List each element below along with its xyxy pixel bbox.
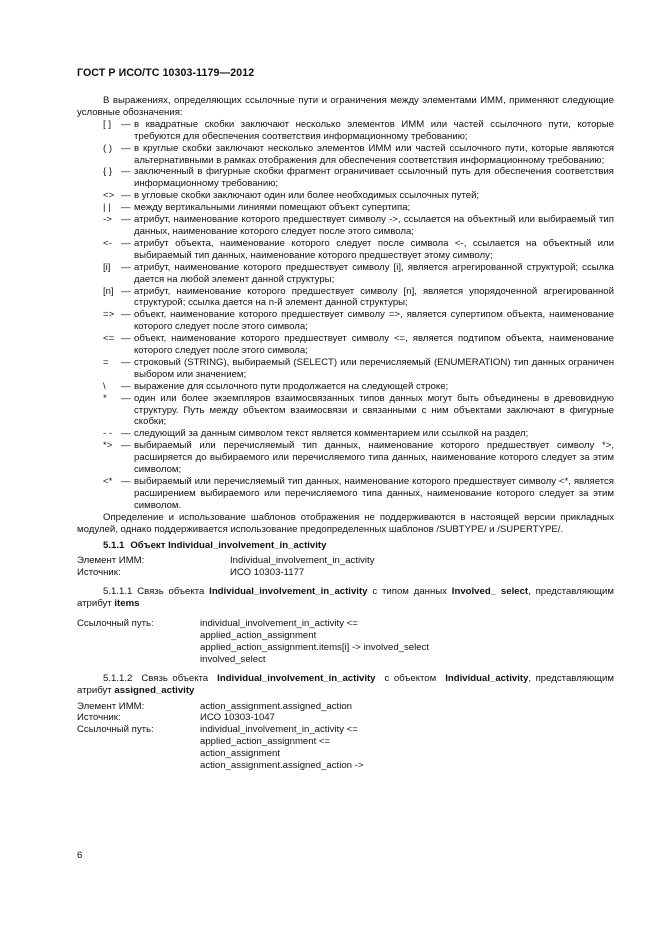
section-entity: Individual_involvement_in_activity xyxy=(168,539,327,551)
definition-symbol: [n] xyxy=(103,285,114,297)
dash-separator: — xyxy=(121,214,131,226)
dash-separator: — xyxy=(121,142,131,154)
path-line: individual_involvement_in_activity <= xyxy=(200,724,358,736)
dash-separator: — xyxy=(121,356,131,368)
dash-separator: — xyxy=(121,309,131,321)
subsection-1-heading xyxy=(77,586,614,610)
dash-separator: — xyxy=(121,333,131,345)
definition-text: строковый (STRING), выбираемый (SELECT) или перечисляемый (ENUMERATION) тип данных ограничен выбором или значением; xyxy=(134,356,614,380)
definition-item xyxy=(77,333,614,357)
path-line: individual_involvement_in_activity <= xyxy=(200,618,358,630)
definition-text: объект, наименование которого предшествует символу =>, является супертипом объекта, наименование которого следует после этого символа; xyxy=(134,309,614,333)
dash-separator: — xyxy=(121,118,131,130)
definition-symbol: = xyxy=(103,356,109,368)
templates-note: Определение и использование шаблонов отображения не поддерживаются в настоящей версии прикладных модулей, однако поддерживается использование предопределенных шаблонов /SUBTYPE/ и /SUPERTYPE/. xyxy=(77,511,614,535)
subsection-object: Individual_involvement_in_activity xyxy=(209,586,368,598)
subsection-text: с типом данных xyxy=(372,586,447,598)
path-line: action_assignment xyxy=(200,748,280,760)
definition-symbol: <- xyxy=(103,237,112,249)
definition-item xyxy=(77,357,614,381)
subsection-text: , xyxy=(528,672,532,684)
subsection-text: , представляющим атрибут xyxy=(77,586,615,610)
row-key: Источник: xyxy=(77,712,121,724)
row-value: ИСО 10303-1047 xyxy=(200,712,275,724)
definition-text: один или более экземпляров взаимосвязанных типов данных могут быть объединены в древовидную структуру. Путь между объектом взаимосвязи и связанными с ним объектами заключают в фигурные скобки; xyxy=(134,392,614,428)
subsection-text: Связь объекта xyxy=(141,672,209,684)
section-prefix: Объект xyxy=(130,539,166,551)
subsection-text: Связь объекта xyxy=(137,586,205,598)
definition-text: атрибут, наименование которого предшествует символу [i], является агрегированной структурой; ссылка дается на любой элемент данной структуры; xyxy=(134,261,614,285)
row-value: ИСО 10303-1177 xyxy=(230,567,305,579)
definition-item xyxy=(77,428,614,440)
dash-separator: — xyxy=(121,261,131,273)
definition-item xyxy=(77,381,614,393)
intro-paragraph: В выражениях, определяющих ссылочные пути и ограничения между элементами ИММ, применяют следующие условные обозначения: xyxy=(77,95,614,118)
definition-symbol: \ xyxy=(103,380,106,392)
definition-text: в квадратные скобки заключают несколько элементов ИММ или частей ссылочного пути, которые требуются для обеспечения соответствия информационному требованию; xyxy=(134,118,614,142)
definition-item xyxy=(77,262,614,286)
definition-symbol: => xyxy=(103,309,115,321)
path-lines xyxy=(200,618,614,666)
section-number: 5.1.1 xyxy=(103,539,125,551)
definition-symbol: ( ) xyxy=(103,142,113,154)
definition-item xyxy=(77,166,614,190)
path-lines xyxy=(200,724,614,772)
definition-text: в угловые скобки заключают один или более необходимых ссылочных путей; xyxy=(134,190,480,202)
definition-symbol: *> xyxy=(103,440,113,452)
dash-separator: — xyxy=(121,190,131,202)
definition-symbol: * xyxy=(103,392,107,404)
reference-path xyxy=(77,724,614,772)
definition-item xyxy=(77,143,614,167)
section-rows xyxy=(77,555,614,579)
path-line: applied_action_assignment.items[i] -> involved_select xyxy=(200,641,430,653)
section-row xyxy=(77,712,614,724)
subsection-attribute: items xyxy=(114,598,140,610)
definition-symbol: { } xyxy=(103,166,113,178)
definition-symbol: [i] xyxy=(103,261,111,273)
definition-symbol: <= xyxy=(103,333,115,345)
path-line: action_assignment.assigned_action -> xyxy=(200,760,364,772)
definition-text: объект, наименование которого предшествует символу <=, является подтипом объекта, наименование которого следует после этого символа; xyxy=(134,333,614,357)
definition-symbol: -> xyxy=(103,214,112,226)
definition-text: выбираемый или перечисляемый тип данных, наименование которого предшествует символу *>, расширяется до выбираемого или перечисляемого типа данных, наименование которого следует за этим символом; xyxy=(134,440,614,476)
reference-path xyxy=(77,618,614,666)
path-line: applied_action_assignment xyxy=(200,629,317,641)
definition-symbol: <> xyxy=(103,190,115,202)
path-line: involved_select xyxy=(200,653,266,665)
subsection-object: Individual_involvement_in_activity xyxy=(217,672,376,684)
definition-item xyxy=(77,202,614,214)
row-key: Элемент ИММ: xyxy=(77,700,145,712)
subsection-number: 5.1.1.2 xyxy=(103,672,133,684)
subsection-2-heading xyxy=(77,673,614,697)
dash-separator: — xyxy=(121,285,131,297)
subsection-target: Individual_activity xyxy=(445,672,529,684)
definition-symbol: | | xyxy=(103,202,111,214)
definition-text: в круглые скобки заключают несколько элементов ИММ или частей ссылочного пути, которые являются альтернативными в рамках отображения для обеспечения соответствия информационному требованию; xyxy=(134,142,614,166)
subsection-attribute: assigned_activity xyxy=(114,684,195,696)
subsection-text: представляющим атрибут xyxy=(77,672,614,696)
subsection-2-rows xyxy=(77,701,614,772)
dash-separator: — xyxy=(121,440,131,452)
path-line: applied_action_assignment <= xyxy=(200,736,331,748)
definition-item xyxy=(77,476,614,512)
definition-item xyxy=(77,119,614,143)
page-number: 6 xyxy=(77,850,83,861)
section-row xyxy=(77,555,614,567)
definition-text: атрибут, наименование которого предшествует символу ->, ссылается на объектный или выбираемый тип данных, наименование которого следует после этого символа; xyxy=(134,214,614,237)
definition-text: выражение для ссылочного пути продолжается на следующей строке; xyxy=(134,380,449,392)
definition-text: атрибут, наименование которого предшествует символу [n], является упорядоченной агрегированной структурой; ссылка дается на n-й элемент данной структуры; xyxy=(134,285,614,309)
definition-text: атрибут объекта, наименование которого следует после символа <-, ссылается на объектный или выбираемый тип данных, наименование которого предшествует этому символу; xyxy=(134,237,614,261)
row-value: Individual_involvement_in_activity xyxy=(230,555,375,567)
dash-separator: — xyxy=(121,392,131,404)
dash-separator: — xyxy=(121,476,131,487)
row-key: Источник: xyxy=(77,567,121,579)
notation-definitions xyxy=(77,119,614,512)
definition-item xyxy=(77,190,614,202)
document-body xyxy=(77,95,614,772)
definition-item xyxy=(77,440,614,476)
dash-separator: — xyxy=(121,202,131,214)
path-label: Ссылочный путь: xyxy=(77,618,154,630)
definition-item xyxy=(77,393,614,429)
definition-item xyxy=(77,238,614,262)
path-label: Ссылочный путь: xyxy=(77,724,154,736)
section-heading xyxy=(77,540,614,552)
subsection-number: 5.1.1.1 xyxy=(103,586,133,598)
definition-symbol: [ ] xyxy=(103,118,111,130)
definition-item xyxy=(77,214,614,238)
definition-item xyxy=(77,309,614,333)
definition-text: между вертикальными линиями помещают объект супертипа; xyxy=(134,202,411,214)
page-header: ГОСТ Р ИСО/ТС 10303-1179—2012 xyxy=(77,67,255,79)
row-value: action_assignment.assigned_action xyxy=(200,700,353,712)
definition-symbol: <* xyxy=(103,476,113,487)
dash-separator: — xyxy=(121,380,131,392)
definition-text: выбираемый или перечисляемый тип данных, наименование которого предшествует символу <*, является расширением выбираемого или перечисляемого типа данных, наименование которого следует за этим символом. xyxy=(134,476,614,511)
section-row xyxy=(77,567,614,579)
subsection-text: с объектом xyxy=(384,672,437,684)
dash-separator: — xyxy=(121,237,131,249)
definition-text: заключенный в фигурные скобки фрагмент ограничивает ссылочный путь для обеспечения соответствия информационному требованию; xyxy=(134,166,614,190)
dash-separator: — xyxy=(121,428,131,440)
subsection-target: Involved_ select xyxy=(451,586,529,598)
dash-separator: — xyxy=(121,166,131,178)
section-row xyxy=(77,701,614,713)
definition-item xyxy=(77,286,614,310)
definition-text: следующий за данным символом текст является комментарием или ссылкой на раздел; xyxy=(134,428,529,440)
definition-symbol: - - xyxy=(103,428,113,440)
row-key: Элемент ИММ: xyxy=(77,555,145,567)
